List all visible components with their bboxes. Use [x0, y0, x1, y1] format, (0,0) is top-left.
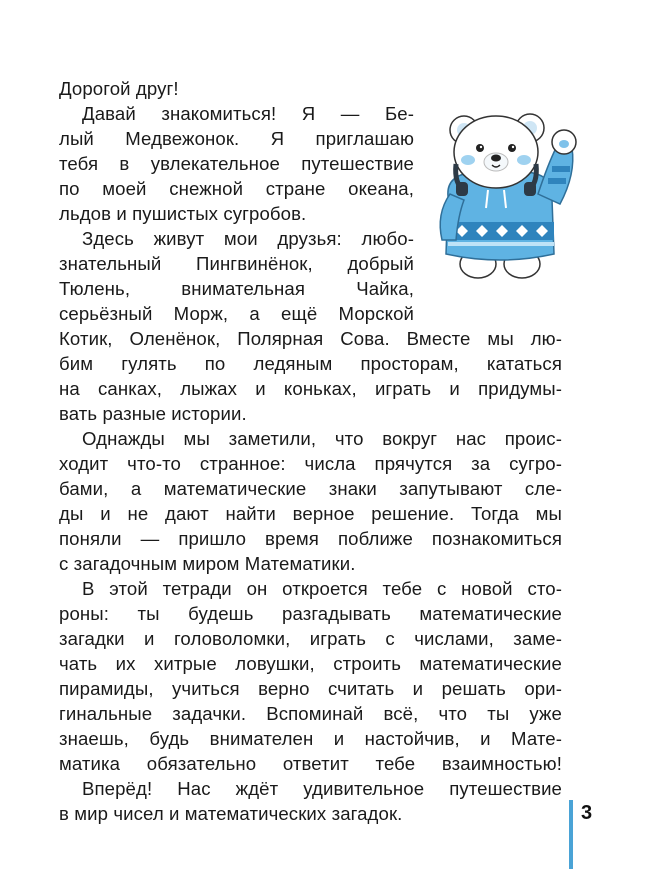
text-line: В этой тетради он откроется тебе с новой сто-: [82, 578, 562, 599]
text-line: Вперёд! Нас ждёт удивительное путешествие: [82, 778, 562, 799]
text-line: гинальные задачки. Вспоминай всё, что ты уже: [59, 703, 562, 724]
text-line: льдов и пушистых сугробов.: [59, 203, 307, 224]
text-line: серьёзный Морж, а ещё Морской: [59, 303, 414, 324]
text-line: в мир чисел и математических загадок.: [59, 803, 403, 824]
text-line: тебя в увлекательное путешествие: [59, 153, 414, 174]
text-line: загадки и головоломки, играть с числами, заме-: [59, 628, 562, 649]
text-line: роны: ты будешь разгадывать математические: [59, 603, 562, 624]
text-line: чать их хитрые ловушки, строить математические: [59, 653, 562, 674]
text-line: матика обязательно ответит тебе взаимностью!: [59, 753, 562, 774]
text-line: бим гулять по ледяным просторам, кататься: [59, 353, 562, 374]
text-line: Здесь живут мои друзья: любо-: [82, 228, 414, 249]
text-line: знательный Пингвинёнок, добрый: [59, 253, 414, 274]
greeting-line: Дорогой друг!: [59, 78, 179, 99]
text-line: ды и не дают найти верное решение. Тогда мы: [59, 503, 562, 524]
text-line: Тюлень, внимательная Чайка,: [59, 278, 414, 299]
text-line: бами, а математические знаки запутывают сле-: [59, 478, 562, 499]
text-line: поняли — пришло время поближе познакомиться: [59, 528, 562, 549]
text-line: вать разные истории.: [59, 403, 247, 424]
page-number: 3: [581, 802, 593, 824]
text-line: пирамиды, учиться верно считать и решать ори-: [59, 678, 562, 699]
text-line: на санках, лыжах и коньках, играть и придумы-: [59, 378, 562, 399]
text-line: с загадочным миром Математики.: [59, 553, 356, 574]
text-line: знаешь, будь внимателен и настойчив, и Мате-: [59, 728, 562, 749]
text-line: Давай знакомиться! Я — Бе-: [82, 103, 414, 124]
polar-bear-illustration: [426, 104, 594, 280]
text-line: ходит что-то странное: числа прячутся за сугро-: [59, 453, 562, 474]
text-line: Однажды мы заметили, что вокруг нас проис-: [82, 428, 562, 449]
page-number-bar: [569, 800, 573, 869]
text-line: Котик, Оленёнок, Полярная Сова. Вместе мы лю-: [59, 328, 562, 349]
text-line: по моей снежной стране океана,: [59, 178, 414, 199]
text-line: лый Медвежонок. Я приглашаю: [59, 128, 414, 149]
